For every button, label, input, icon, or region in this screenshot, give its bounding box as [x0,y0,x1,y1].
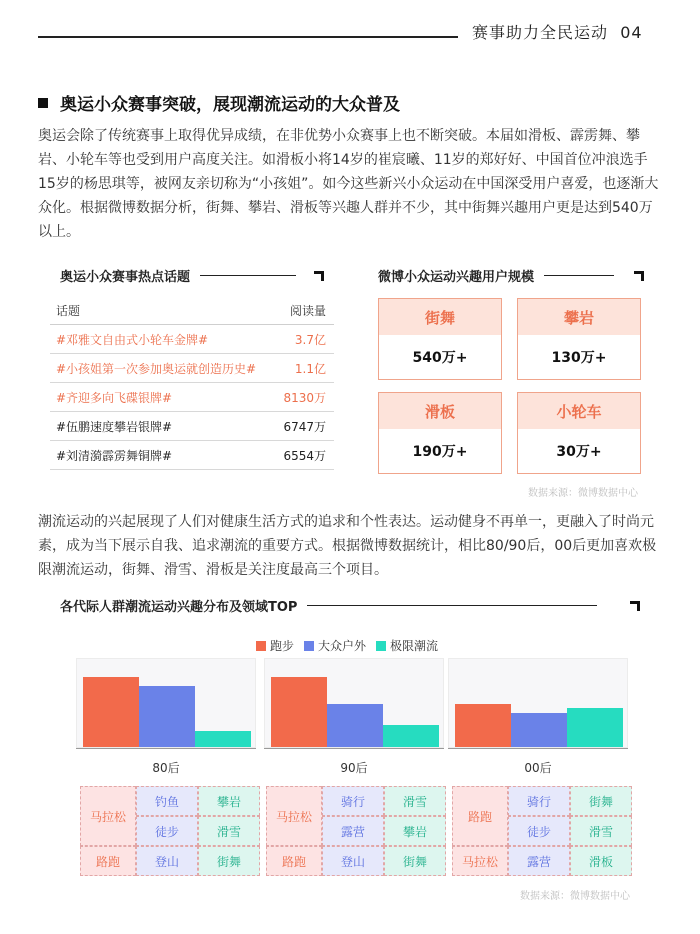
x-axis-line [76,748,256,749]
scale-heading-text: 微博小众运动兴趣用户规模 [378,270,535,285]
reads-cell: 6554万 [283,448,326,463]
topic-cell: #齐迎多向飞碟银牌# [56,390,173,405]
sport-cell: 登山 [322,846,384,876]
bar-极限潮流 [383,725,439,747]
legend-item [304,637,366,654]
stat-card-label: 小轮车 [518,393,640,429]
col-topic-header: 话题 [56,303,81,318]
sport-cell: 马拉松 [452,846,508,876]
section-title: 奥运小众赛事突破，展现潮流运动的大众普及 [60,95,400,115]
sport-cell: 马拉松 [266,786,322,846]
x-tick-label: 80后 [152,761,180,775]
topic-cell: #小孩姐第一次参加奥运就创造历史# [56,361,257,376]
sport-cell: 攀岩 [384,816,446,846]
stat-card-value: 30万+ [556,444,602,460]
topics-table [50,296,334,470]
sport-cell: 徒步 [508,816,570,846]
legend-item [376,637,438,654]
stat-card-value: 190万+ [412,444,468,460]
stat-card-climbing [517,298,641,380]
page-number: 04 [620,23,643,42]
sport-cell: 钓鱼 [136,786,198,816]
scale-heading [378,266,614,285]
topic-cell: #刘清漪霹雳舞铜牌# [56,448,173,463]
sport-cell: 街舞 [198,846,260,876]
legend-item [256,637,294,654]
chart-heading-text: 各代际人群潮流运动兴趣分布及领域TOP [60,600,298,615]
header-title-text: 赛事助力全民运动 [472,23,609,42]
topics-heading-text: 奥运小众赛事热点话题 [60,270,191,285]
corner-bracket-icon [634,271,644,281]
sport-cell: 露营 [508,846,570,876]
reads-cell: 6747万 [283,419,326,434]
sport-grid [452,786,632,876]
chart-panel [76,658,256,748]
reads-cell: 8130万 [283,390,326,405]
sport-cell: 马拉松 [80,786,136,846]
reads-cell: 3.7亿 [294,332,326,347]
bar-大众户外 [139,686,195,747]
sport-cell: 滑板 [570,846,632,876]
stat-card-label: 攀岩 [518,299,640,335]
corner-bracket-icon [630,601,640,611]
sport-cell: 路跑 [452,786,508,846]
sport-cell: 滑雪 [384,786,446,816]
table-row [50,412,334,441]
header-title [472,20,643,43]
bar-跑步 [455,704,511,747]
legend-swatch [304,641,314,651]
sport-cell: 露营 [322,816,384,846]
sport-cell: 街舞 [384,846,446,876]
stat-card-label: 滑板 [379,393,501,429]
data-source-note: 数据来源：微博数据中心 [528,488,638,499]
legend-swatch [376,641,386,651]
sport-cell: 滑雪 [570,816,632,846]
topics-heading-rule [200,275,296,276]
scale-heading-rule [544,275,614,276]
sport-cell: 徒步 [136,816,198,846]
bar-极限潮流 [567,708,623,747]
table-header [50,296,334,325]
topics-heading [60,266,296,285]
trend-paragraph: 潮流运动的兴起展现了人们对健康生活方式的追求和个性表达。运动健身不再单一，更融入了时尚元素，成为当下展示自我、追求潮流的重要方式。根据微博数据统计，相比80/90后，00后更加喜欢极限潮流运动，街舞、滑雪、滑板是关注度最高三个项目。 [38,514,657,578]
stat-card-bmx [517,392,641,474]
stat-card-value: 130万+ [551,350,607,366]
legend-label: 大众户外 [318,639,367,653]
bar-大众户外 [511,713,567,747]
stat-card-streetdance [378,298,502,380]
topic-cell: #邓雅文自由式小轮车金牌# [56,332,209,347]
reads-cell: 1.1亿 [294,361,326,376]
legend-swatch [256,641,266,651]
stat-card-label: 街舞 [379,299,501,335]
x-axis-line [264,748,444,749]
sport-cell: 路跑 [266,846,322,876]
chart-panel [264,658,444,748]
corner-bracket-icon [314,271,324,281]
table-row [50,383,334,412]
section-heading [38,90,400,115]
sport-cell: 攀岩 [198,786,260,816]
sport-cell: 登山 [136,846,198,876]
chart-legend [256,637,448,654]
square-bullet-icon [38,98,48,108]
bar-跑步 [83,677,139,747]
stat-card-value: 540万+ [412,350,468,366]
stat-card-skateboard [378,392,502,474]
sport-cell: 骑行 [322,786,384,816]
sport-cell: 路跑 [80,846,136,876]
header-rule [38,36,458,38]
legend-label: 极限潮流 [390,639,439,653]
table-row [50,354,334,383]
bar-大众户外 [327,704,383,747]
x-tick-label: 90后 [340,761,368,775]
bar-极限潮流 [195,731,251,747]
table-row [50,325,334,354]
table-row [50,441,334,470]
bar-跑步 [271,677,327,747]
chart-heading-rule [307,605,597,606]
sport-grid [266,786,446,876]
x-tick-label: 00后 [524,761,552,775]
sport-cell: 骑行 [508,786,570,816]
chart-heading [60,596,597,615]
sport-grid [80,786,260,876]
chart-panel [448,658,628,748]
sport-cell: 滑雪 [198,816,260,846]
topic-cell: #伍鹏速度攀岩银牌# [56,419,173,434]
col-reads-header: 阅读量 [289,303,326,318]
data-source-note-2: 数据来源：微博数据中心 [520,891,630,902]
legend-label: 跑步 [270,639,295,653]
sport-cell: 街舞 [570,786,632,816]
x-axis-line [448,748,628,749]
intro-paragraph: 奥运会除了传统赛事上取得优异成绩，在非优势小众赛事上也不断突破。本届如滑板、霹雳舞、攀岩、小轮车等也受到用户高度关注。如滑板小将14岁的崔宸曦、11岁的郑好好、中国首位冲浪选手15岁的杨思琪等，被网友亲切称为“小孩姐”。如今这些新兴小众运动在中国深受用户喜爱，也逐渐大众化。根据微博数据分析，街舞、攀岩、滑板等兴趣人群并不少，其中街舞兴趣用户更是达到540万以上。 [38,128,659,240]
